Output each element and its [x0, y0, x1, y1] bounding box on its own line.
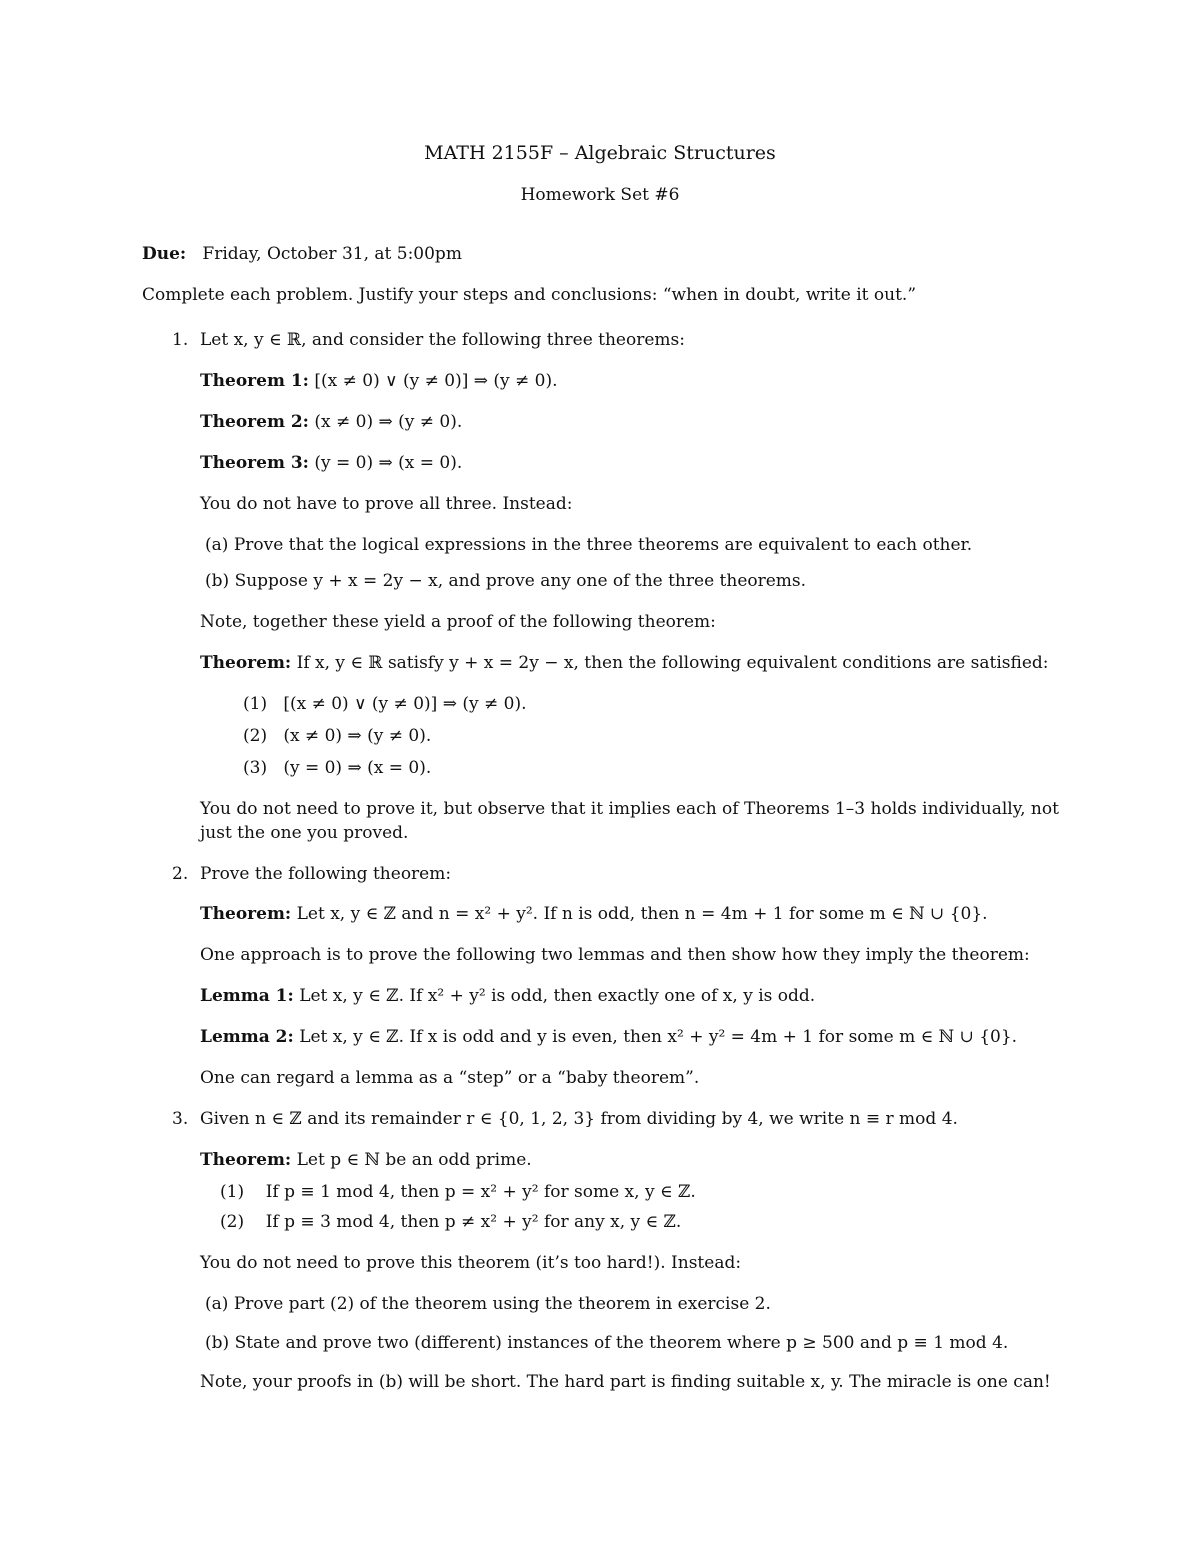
theorem-label: Theorem 2:	[200, 412, 309, 432]
part-text: State and prove two (different) instances of the theorem where p ≥ 500 and p ≡ 1 mod 4.	[234, 1333, 1009, 1353]
problem2-number: 2.	[172, 864, 189, 884]
lemma-label: Lemma 2:	[200, 1027, 294, 1047]
problem3-part-a	[205, 1294, 771, 1314]
problem3-instead: You do not need to prove this theorem (it’s too hard!). Instead:	[200, 1253, 742, 1273]
condition-1	[243, 694, 526, 714]
case-text: If p ≡ 3 mod 4, then p ≠ x² + y² for any x, y ∈ ℤ.	[265, 1212, 682, 1232]
theorem-text: (y = 0) ⇒ (x = 0).	[314, 453, 463, 473]
lemma-text: Let x, y ∈ ℤ. If x is odd and y is even, then x² + y² = 4m + 1 for some m ∈ ℕ ∪ {0}.	[299, 1027, 1018, 1047]
due-label: Due:	[142, 244, 187, 264]
case-label: (2)	[220, 1212, 245, 1232]
theorem-text: [(x ≠ 0) ∨ (y ≠ 0)] ⇒ (y ≠ 0).	[314, 371, 558, 391]
condition-3	[243, 758, 431, 778]
lemma-1	[200, 986, 815, 1006]
theorem-label: Theorem:	[200, 1150, 292, 1170]
theorem-text: (x ≠ 0) ⇒ (y ≠ 0).	[314, 412, 463, 432]
condition-label: (2)	[243, 726, 268, 746]
case-text: If p ≡ 1 mod 4, then p = x² + y² for some x, y ∈ ℤ.	[265, 1182, 696, 1202]
problem3-part-b	[205, 1333, 1008, 1353]
part-label: (a)	[205, 535, 229, 555]
problem3-note: Note, your proofs in (b) will be short. The hard part is finding suitable x, y. The miracle is one can!	[200, 1372, 1051, 1392]
condition-text: [(x ≠ 0) ∨ (y ≠ 0)] ⇒ (y ≠ 0).	[283, 694, 527, 714]
theorem-label: Theorem:	[200, 904, 292, 924]
problem1-theorem	[200, 653, 1049, 673]
theorem-text: Let x, y ∈ ℤ and n = x² + y². If n is odd, then n = 4m + 1 for some m ∈ ℕ ∪ {0}.	[296, 904, 988, 924]
case-1	[220, 1182, 696, 1202]
problem1-theorem-2	[200, 412, 462, 432]
condition-label: (3)	[243, 758, 268, 778]
theorem-label: Theorem:	[200, 653, 292, 673]
part-label: (b)	[205, 1333, 230, 1353]
lemma-label: Lemma 1:	[200, 986, 294, 1006]
due-line	[142, 244, 462, 264]
case-label: (1)	[220, 1182, 245, 1202]
condition-label: (1)	[243, 694, 268, 714]
problem1-part-b	[205, 571, 806, 591]
lemma-2	[200, 1027, 1017, 1047]
condition-2	[243, 726, 431, 746]
theorem-text: Let p ∈ ℕ be an odd prime.	[296, 1150, 532, 1170]
problem1-theorem-1	[200, 371, 558, 391]
part-label: (b)	[205, 571, 230, 591]
part-label: (a)	[205, 1294, 229, 1314]
problem1-closing-2: just the one you proved.	[200, 823, 409, 843]
problem2-theorem	[200, 904, 988, 924]
lemma-text: Let x, y ∈ ℤ. If x² + y² is odd, then exactly one of x, y is odd.	[299, 986, 816, 1006]
problem1-instead: You do not have to prove all three. Instead:	[200, 494, 573, 514]
part-text: Prove part (2) of the theorem using the theorem in exercise 2.	[233, 1294, 771, 1314]
problem2-intro: Prove the following theorem:	[200, 864, 452, 884]
part-text: Suppose y + x = 2y − x, and prove any one of the three theorems.	[234, 571, 807, 591]
problem3-number: 3.	[172, 1109, 189, 1129]
instructions: Complete each problem. Justify your steps and conclusions: “when in doubt, write it out.”	[142, 285, 917, 305]
problem1-part-a	[205, 535, 972, 555]
problem2-remark: One can regard a lemma as a “step” or a “baby theorem”.	[200, 1068, 700, 1088]
problem1-intro: Let x, y ∈ ℝ, and consider the following three theorems:	[200, 330, 685, 350]
problem1-number: 1.	[172, 330, 189, 350]
condition-text: (y = 0) ⇒ (x = 0).	[283, 758, 432, 778]
problem1-theorem-3	[200, 453, 462, 473]
page-subtitle: Homework Set #6	[520, 185, 680, 205]
problem3-intro: Given n ∈ ℤ and its remainder r ∈ {0, 1, 2, 3} from dividing by 4, we write n ≡ r mod 4.	[200, 1109, 958, 1129]
case-2	[220, 1212, 681, 1232]
due-value: Friday, October 31, at 5:00pm	[202, 244, 462, 264]
page-title: MATH 2155F – Algebraic Structures	[424, 142, 776, 164]
problem1-note: Note, together these yield a proof of the following theorem:	[200, 612, 716, 632]
problem1-closing-1: You do not need to prove it, but observe that it implies each of Theorems 1–3 holds individually, not	[200, 799, 1059, 819]
part-text: Prove that the logical expressions in the three theorems are equivalent to each other.	[233, 535, 973, 555]
theorem-label: Theorem 3:	[200, 453, 309, 473]
problem3-theorem	[200, 1150, 532, 1170]
theorem-text: If x, y ∈ ℝ satisfy y + x = 2y − x, then the following equivalent conditions are satisfied:	[296, 653, 1049, 673]
condition-text: (x ≠ 0) ⇒ (y ≠ 0).	[283, 726, 432, 746]
theorem-label: Theorem 1:	[200, 371, 309, 391]
problem2-approach: One approach is to prove the following two lemmas and then show how they imply the theorem:	[200, 945, 1030, 965]
